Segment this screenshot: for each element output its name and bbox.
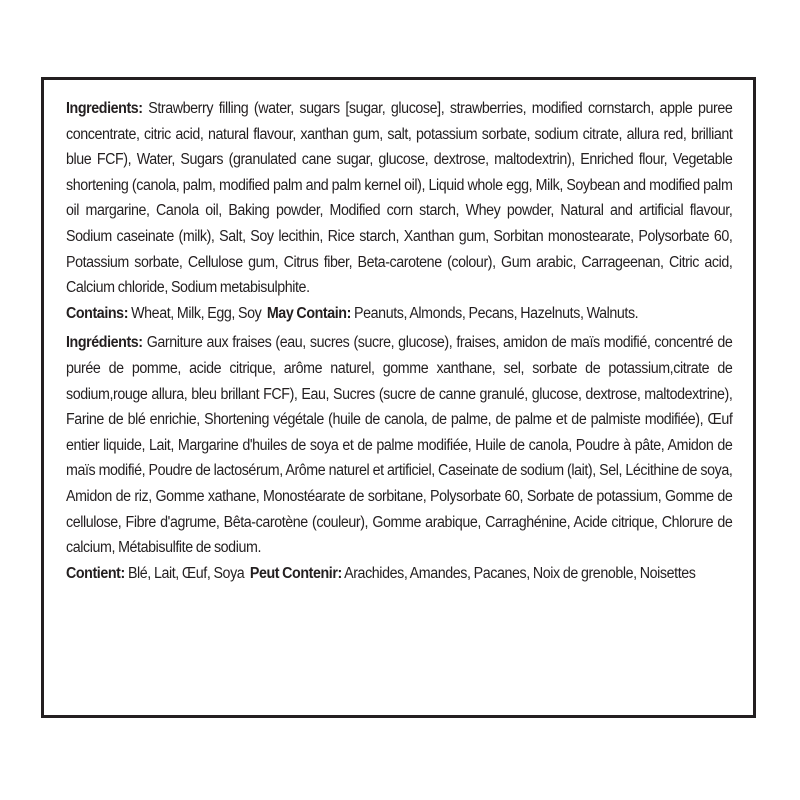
english-contains-heading: Contains: [66, 304, 129, 322]
french-ingredients-heading: Ingrédients: [66, 334, 143, 352]
english-ingredients-heading: Ingredients: [66, 100, 143, 117]
english-may-contain-heading: May Contain: [266, 304, 351, 322]
french-allergen-statement [66, 561, 732, 587]
french-contains-heading: Contient: [66, 564, 125, 582]
english-allergen-statement [66, 301, 732, 327]
french-ingredients-paragraph [66, 330, 732, 560]
french-may-contain-list: Arachides, Amandes, Pacanes, Noix de grenoble, Noisettes [341, 564, 696, 582]
english-ingredients-list: Strawberry filling (water, sugars [sugar, glucose], strawberries, modified cornstarch, apple puree concentrate, citric acid, natural flavour, xanthan gum, salt, potassium sorbate, sodium citrate, allura red, brilliant blue FCF), Water, Sugars (granulated cane sugar, glucose, dextrose, maltodextrin), Enriched flour, Vegetable shortening (canola, palm, modified palm and palm kernel oil), Liquid whole egg, Milk, Soybean and modified palm oil margarine, Canola oil, Baking powder, Modified corn starch, Whey powder, Natural and artificial flavour, Sodium caseinate (milk), Salt, Soy lecithin, Rice starch, Xanthan gum, Sorbitan monostearate, Polysorbate 60, Potassium sorbate, Cellulose gum, Citrus fiber, Beta-carotene (colour), Gum arabic, Carrageenan, Citric acid, Calcium chloride, Sodium metabisulphite. [66, 100, 733, 297]
ingredient-label-panel [41, 77, 756, 718]
french-contains-list: Blé, Lait, Œuf, Soya [124, 564, 245, 582]
english-may-contain-list: Peanuts, Almonds, Pecans, Hazelnuts, Walnuts. [350, 304, 639, 322]
english-ingredients-paragraph [66, 96, 732, 301]
french-may-contain-heading: Peut Contenir: [249, 564, 342, 582]
french-ingredients-list: Garniture aux fraises (eau, sucres (sucre, glucose), fraises, amidon de maïs modifié, concentré de purée de pomme, acide citrique, arôme naturel, gomme xanthane, sel, sorbate de potassium,citrate de sodium,rouge allura, bleu brillant FCF), Eau, Sucres (sucre de canne granulé, glucose, dextrose, maltodextrine), Farine de blé enrichie, Shortening végétale (huile de canola, de palme, de palme et de palmiste modifiée), Œuf entier liquide, Lait, Margarine d'huiles de soya et de palme modifiée, Huile de canola, Poudre à pâte, Amidon de maïs modifié, Poudre de lactosérum, Arôme naturel et artificiel, Caseinate de sodium (lait), Sel, Lécithine de soya, Amidon de riz, Gomme xathane, Monostéarate de sorbitane, Polysorbate 60, Sorbate de potassium, Gomme de cellulose, Fibre d'agrume, Bêta-carotène (couleur), Gomme arabique, Carraghénine, Acide citrique, Chlorure de calcium, Métabisulfite de sodium. [66, 334, 733, 557]
english-contains-list: Wheat, Milk, Egg, Soy [128, 304, 262, 322]
